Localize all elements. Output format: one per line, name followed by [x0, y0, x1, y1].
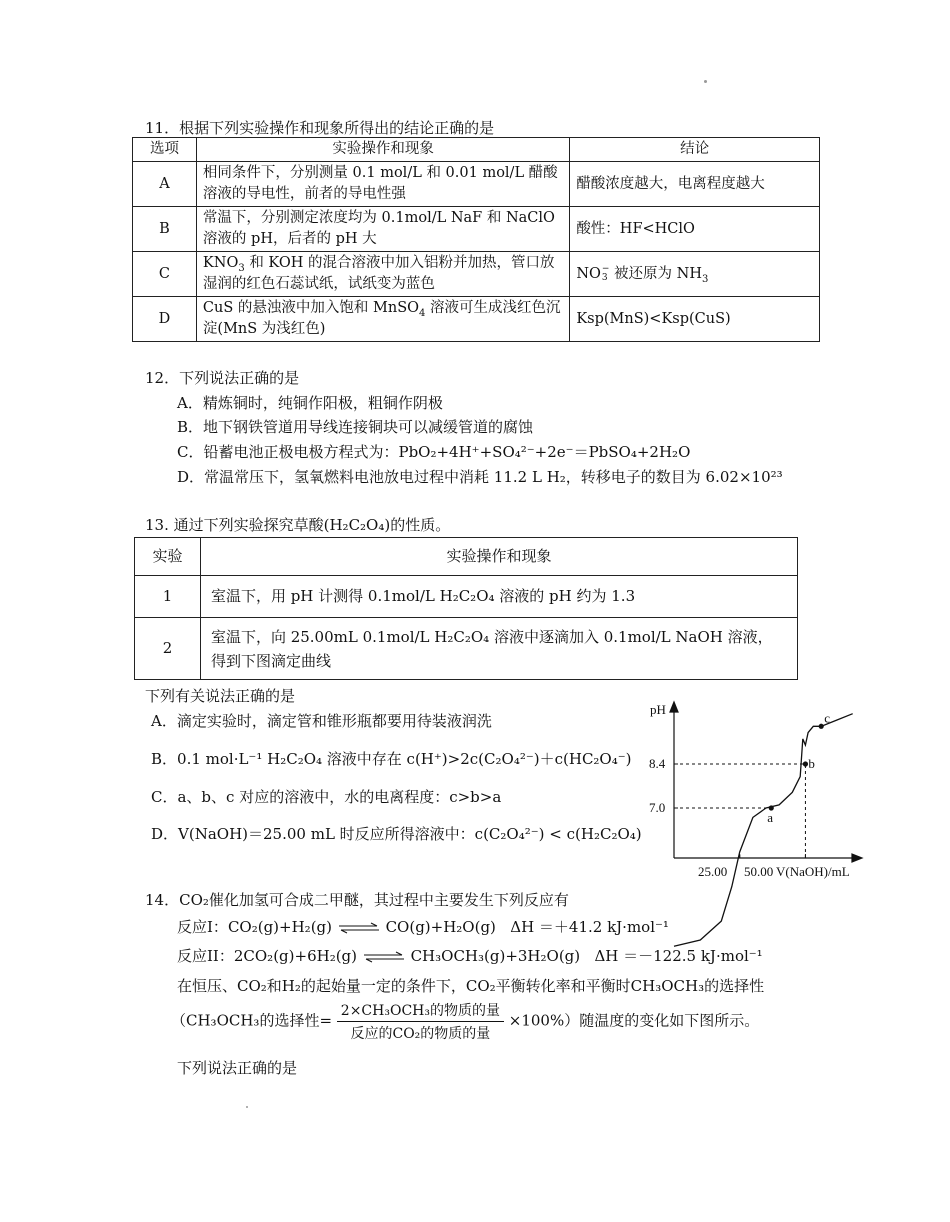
q13-exp-2-number: 2	[135, 618, 201, 680]
table-row	[133, 207, 820, 252]
q13-option-a: A．滴定实验时，滴定管和锥形瓶都要用待装液润洗	[151, 712, 492, 730]
q11-option-a: A	[133, 162, 197, 207]
q11-operation-a: 相同条件下，分别测量 0.1 mol/L 和 0.01 mol/L 醋酸溶液的导电性，前者的导电性强	[196, 162, 569, 207]
q11-operation-d: CuS 的悬浊液中加入饱和 MnSO$_4$ 溶液可生成浅红色沉淀(MnS 为浅红色)	[196, 297, 569, 342]
titration-curve	[674, 714, 853, 947]
table-row	[135, 618, 798, 680]
q14-reaction-2: 反应II：2CO₂(g)+6H₂(g) CH₃OCH₃(g)+3H₂O(g) ΔH ＝－122.5 kJ·mol⁻¹	[177, 947, 763, 965]
point-label-a: a	[767, 810, 774, 825]
x-tick-50: 50.00	[744, 864, 774, 879]
q11-conclusion-b: 酸性：HF<HClO	[570, 207, 820, 252]
point-label-b: b	[808, 756, 815, 771]
selectivity-fraction: $\frac{\text{2×CH₃OCH₃的物质的量}}{\text{反应的CO₂的物质的量}}$	[337, 1000, 504, 1043]
q13-exp-1-number: 1	[135, 576, 201, 618]
q11-conclusion-d: Ksp(MnS)<Ksp(CuS)	[570, 297, 820, 342]
q12-stem: 12．下列说法正确的是	[145, 369, 300, 387]
table-row	[133, 162, 820, 207]
q13-header-exp: 实验	[135, 538, 201, 576]
q11-option-d: D	[133, 297, 197, 342]
q11-header-option: 选项	[133, 138, 197, 162]
q11-header-conclusion: 结论	[570, 138, 820, 162]
q11-option-c: C	[133, 252, 197, 297]
table-row	[135, 576, 798, 618]
q13-header-operation: 实验操作和现象	[200, 538, 797, 576]
q11-operation-c: $KNO_3$ 和 KOH 的混合溶液中加入铝粉并加热，管口放湿润的红色石蕊试纸，试纸变为蓝色	[196, 252, 569, 297]
q11-option-b: B	[133, 207, 197, 252]
q13-option-d: D．V(NaOH)＝25.00 mL 时反应所得溶液中：c(C₂O₄²⁻) < c(H₂C₂O₄)	[151, 825, 642, 843]
q14-reaction-1: 反应I：CO₂(g)+H₂(g) CO(g)+H₂O(g) ΔH ＝＋41.2 kJ·mol⁻¹	[177, 918, 669, 936]
q14-last: 下列说法正确的是	[177, 1059, 298, 1077]
q14-line-3: 在恒压、CO₂和H₂的起始量一定的条件下，CO₂平衡转化率和平衡时CH₃OCH₃的选择性	[177, 977, 765, 995]
equilibrium-arrow-icon	[337, 922, 381, 934]
q11-conclusion-c: NO − 3 被还原为 $NH_3$	[570, 252, 820, 297]
equilibrium-arrow-icon	[362, 951, 406, 963]
q11-stem: 11．根据下列实验操作和现象所得出的结论正确的是	[145, 119, 495, 137]
q13-stem: 13. 通过下列实验探究草酸(H₂C₂O₄)的性质。	[145, 516, 451, 534]
y-tick-7.0: 7.0	[649, 800, 666, 815]
x-axis-label: V(NaOH)/mL	[776, 864, 850, 879]
q11-header-operation: 实验操作和现象	[196, 138, 569, 162]
q11-operation-b: 常温下，分别测定浓度均为 0.1mol/L NaF 和 NaClO 溶液的 pH，后者的 pH 大	[196, 207, 569, 252]
titration-chart	[640, 698, 880, 888]
x-axis-arrow	[852, 854, 862, 862]
q11-conclusion-a: 醋酸浓度越大，电离程度越大	[570, 162, 820, 207]
q12-option-d: D．常温常压下，氢氧燃料电池放电过程中消耗 11.2 L H₂，转移电子的数目为 6.02×10²³	[177, 468, 783, 486]
q13-table	[134, 537, 798, 680]
x-tick-25: 25.00	[698, 864, 728, 879]
point-label-c: c	[824, 710, 830, 726]
table-row	[133, 252, 820, 297]
q13-option-b: B．0.1 mol·L⁻¹ H₂C₂O₄ 溶液中存在 c(H⁺)>2c(C₂O₄²⁻)＋c(HC₂O₄⁻)	[151, 750, 632, 768]
q13-exp-1-text: 室温下，用 pH 计测得 0.1mol/L H₂C₂O₄ 溶液的 pH 约为 1.3	[200, 576, 797, 618]
scan-dot	[704, 80, 707, 83]
y-axis-arrow	[670, 702, 678, 712]
q11-table	[132, 137, 820, 342]
q14-selectivity-formula: （CH₃OCH₃的选择性= $\frac{\text{2×CH₃OCH₃的物质的量}}{\text{反应的CO₂的物质的量}}$ ×100%）随温度的变化如下图所示。	[171, 1000, 759, 1043]
q13-exp-2-text: 室温下，向 25.00mL 0.1mol/L H₂C₂O₄ 溶液中逐滴加入 0.1mol/L NaOH 溶液，得到下图滴定曲线	[200, 618, 797, 680]
q13-option-c: C．a、b、c 对应的溶液中，水的电离程度：c>b>a	[151, 788, 502, 806]
scan-dot	[246, 1106, 248, 1108]
q12-option-c: C．铅蓄电池正极电极方程式为：PbO₂+4H⁺+SO₄²⁻+2e⁻＝PbSO₄+2H₂O	[177, 443, 691, 461]
y-tick-8.4: 8.4	[649, 756, 666, 771]
q14-stem: 14．CO₂催化加氢可合成二甲醚，其过程中主要发生下列反应有	[145, 891, 569, 909]
q12-option-a: A．精炼铜时，纯铜作阳极，粗铜作阴极	[177, 394, 443, 412]
point-b	[803, 761, 808, 766]
q12-option-b: B．地下钢铁管道用导线连接铜块可以减缓管道的腐蚀	[177, 418, 534, 436]
table-row	[133, 297, 820, 342]
point-c	[819, 724, 824, 729]
y-axis-label: pH	[650, 702, 666, 717]
q13-sub-stem: 下列有关说法正确的是	[145, 687, 296, 705]
